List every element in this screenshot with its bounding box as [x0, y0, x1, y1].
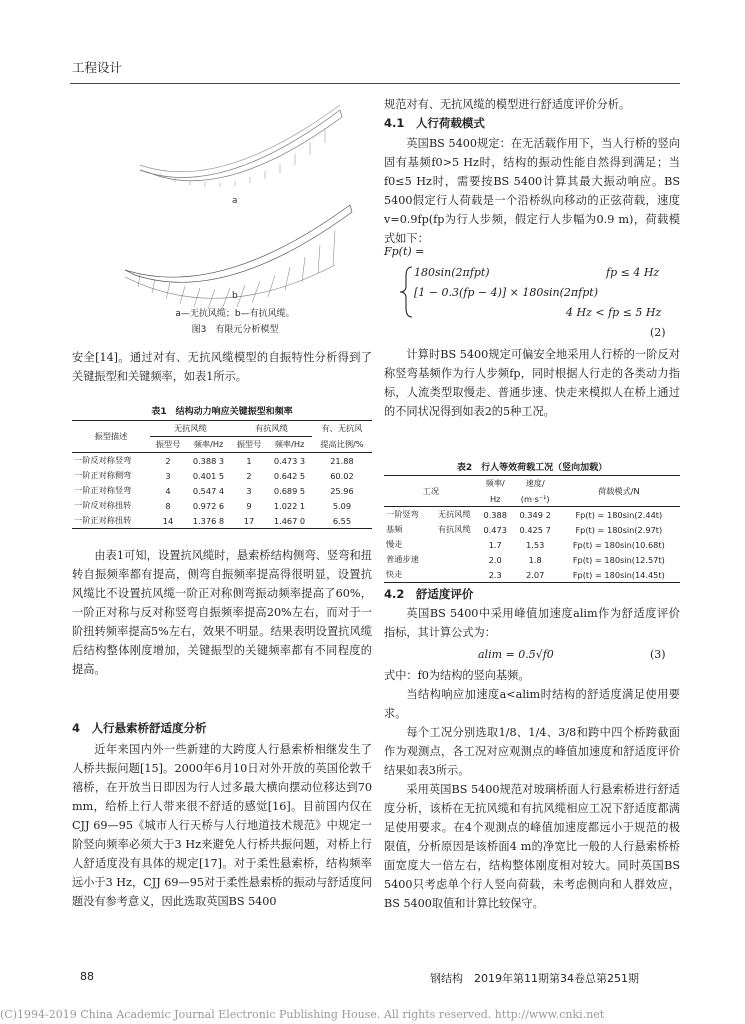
cell [431, 552, 478, 567]
table1-h-yes: 有抗风缆 [231, 421, 312, 437]
cell: 0.388 [483, 509, 507, 520]
model-b [125, 205, 352, 309]
cell: 无抗风缆 [437, 509, 471, 519]
cell: 1.7 [488, 539, 502, 550]
left-p3-text: 近年来国内外一些新建的大跨度人行悬索桥相继发生了人桥共振问题[15]。2000年6月10日对外开放的英国伦敦千禧桥，在开放当日即因为行人过多最大横向摆动位移达到70 mm，给桥上行人带来很不舒适的感觉[16]。目前国内仅在CJJ 69—95《城市人行天桥与人行地道技术规范》中规定一阶竖向频率必须大于3 Hz来避免人行桥共振问题，对桥上行人舒适度没有具体的规定[17]。对于柔性悬索桥，结构频率远小于3 Hz，CJJ 69—95对于柔性悬索桥的振动与舒适度问题没有参考意义，因此选取英国BS 5400 [72, 743, 372, 908]
table2-title: 表2 行人等效荷载工况（竖向加载） [456, 463, 608, 473]
cell: 5.09 [332, 500, 352, 511]
table1-h-mode: 振型号 [155, 439, 181, 449]
table1-title: 表1 结构动力响应关键振型和频率 [151, 407, 293, 417]
cell: 2.0 [488, 554, 502, 565]
cell: 一阶正对称竖弯 [74, 485, 132, 495]
cell: 一阶反对称扭转 [74, 500, 132, 510]
page-number: 88 [80, 970, 94, 983]
table-row [72, 483, 372, 498]
figure-label-a: a [232, 196, 238, 206]
cell: 1.8 [528, 554, 542, 565]
cell: 基频 [386, 524, 403, 534]
table2-h-speed2: (m·s⁻¹) [520, 493, 550, 504]
left-para-2 [72, 546, 372, 679]
cell: 21.88 [330, 455, 354, 466]
table-row [72, 453, 372, 469]
cell: 0.473 [483, 524, 507, 535]
eq2-number: (2) [650, 326, 666, 339]
left-para-1 [72, 348, 372, 386]
cell: 2 [246, 470, 252, 481]
cell: 2.07 [526, 569, 545, 580]
cell: 3 [165, 470, 171, 481]
cell: 1.022 1 [273, 500, 306, 511]
model-a [140, 105, 342, 187]
table-row [384, 552, 680, 567]
cell: 普通步速 [386, 554, 419, 564]
right-p4-text: 式中：f0为结构的竖向基频。 [384, 669, 530, 682]
table1-h-ratio: 提高比例/% [320, 438, 364, 449]
table1-h-desc: 振型描述 [72, 421, 150, 453]
cell: 一阶竖弯 [386, 509, 419, 519]
cell: 14 [162, 515, 174, 526]
table1-h-improve: 有、无抗风 [321, 423, 363, 434]
section-4-1-heading: 4.1 人行荷载模式 [384, 116, 485, 130]
figure-label-b: b [232, 291, 238, 301]
left-p2-text: 由表1可知，设置抗风缆时，悬索桥结构侧弯、竖弯和扭转自振频率都有提高，侧弯自振频率提高得很明显，设置抗风缆比不设置抗风缆一阶正对称侧弯振动频率提高了60%，一阶正对称与反对称竖弯自振频率提高20%左右，而对于一阶扭转频率提高5%左右，效果不明显。结果表明设置抗风缆后结构整体刚度增加，关键振型的关键频率都有不同程度的提高。 [72, 549, 372, 676]
eq2-row1: 180sin(2πfpt) [414, 266, 490, 279]
right-block-1 [384, 95, 680, 114]
right-p7-text: 采用英国BS 5400规范对玻璃桥面人行悬索桥进行舒适度分析，该桥在无抗风缆和有抗风缆相应工况下舒适度都满足使用要求。在4个观测点的峰值加速度都远小于规范的极限值，分析原因是该桥面4 m的净宽比一般的人行悬索桥桥面宽度大一倍左右，结构整体刚度相对较大。同时英国BS 5400只考虑单个行人竖向荷载，未考虑侧向和人群效应，BS 5400取值和计算比较保守。 [384, 783, 680, 910]
cell: 慢走 [386, 539, 403, 549]
copyright-line: (C)1994-2019 China Academic Journal Electronic Publishing House. All rights reserved. http://www.cnki.net [0, 1008, 605, 1021]
eq2-lhs: Fp(t) = [384, 245, 425, 258]
table-row [384, 567, 680, 583]
eq3: alim = 0.5√f0 [478, 648, 554, 661]
cell: 60.02 [330, 470, 354, 481]
table1-h-freq2: 频率/Hz [274, 439, 305, 449]
eq2-row2: [1 − 0.3(fp − 4)] × 180sin(2πfpt) [414, 286, 598, 299]
right-p6-text: 每个工况分别选取1/8、1/4、3/8和跨中四个桥跨截面作为观测点，各工况对应观测点的峰值加速度和舒适度评价结果如表3所示。 [384, 726, 680, 777]
cell: 0.689 5 [273, 485, 306, 496]
eq3-number: (3) [650, 648, 666, 661]
right-para-2 [384, 345, 680, 421]
eq2-cond1: fp ≤ 4 Hz [606, 266, 660, 279]
cell: 0.401 5 [192, 470, 225, 481]
figure-fem-model [110, 95, 360, 325]
section-4-2-heading: 4.2 舒适度评价 [384, 587, 474, 601]
table2-h-freq2: Hz [489, 493, 501, 504]
left-para-3 [72, 740, 372, 911]
table-row [384, 507, 680, 523]
table-row [384, 522, 680, 537]
table-row [72, 468, 372, 483]
cell: 17 [243, 515, 255, 526]
cell: 0.547 4 [192, 485, 225, 496]
cell: 1.467 0 [273, 515, 306, 526]
cell: Fp(t) = 180sin(10.68t) [572, 539, 665, 550]
cell: 9 [246, 500, 252, 511]
right-p3-text: 英国BS 5400中采用峰值加速度alim作为舒适度评价指标，其计算公式为： [384, 607, 680, 639]
table2 [384, 475, 680, 583]
running-header: 工程设计 [72, 60, 123, 75]
cell: 0.388 3 [192, 455, 225, 466]
table-row [384, 537, 680, 552]
table1-h-freq: 频率/Hz [193, 439, 224, 449]
table2-h-freq: 频率/ [485, 478, 505, 488]
cell: 0.349 2 [519, 509, 551, 520]
right-para-3 [384, 604, 680, 642]
table1 [72, 420, 372, 529]
cell: 有抗风缆 [437, 524, 471, 534]
figure-legend: a—无抗风缆；b—有抗风缆。 [175, 309, 295, 319]
cell: 6.55 [332, 515, 352, 526]
right-p5-text: 当结构响应加速度a<alim时结构的舒适度满足使用要求。 [384, 688, 680, 720]
section-4-heading: 4 人行悬索桥舒适度分析 [72, 721, 207, 735]
eq2-cond2: 4 Hz < fp ≤ 5 Hz [566, 306, 662, 319]
table2-h-load: 荷载模式/N [558, 476, 680, 507]
table1-h-mode2: 振型号 [236, 439, 262, 449]
left-p1-text: 安全[14]。通过对有、无抗风缆模型的自振特性分析得到了关键振型和关键频率，如表1所示。 [72, 351, 372, 383]
cell: 0.642 5 [273, 470, 306, 481]
right-p0-text: 规范对有、无抗风缆的模型进行舒适度评价分析。 [384, 98, 631, 111]
cell: 快走 [386, 569, 403, 579]
right-p1-text: 英国BS 5400规定：在无活载作用下，当人行桥的竖向固有基频f0>5 Hz时，结构的振动性能自然得到满足；当f0≤5 Hz时，需要按BS 5400计算其最大振动响应。BS 5400假定行人荷载是一个沿桥纵向移动的正弦荷载，速度v=0.9fp(fp为行人步频，假定行人步幅为0.9 m)，荷载模式如下： [384, 137, 680, 245]
table2-h-speed: 速度/ [525, 478, 545, 488]
cell [431, 537, 478, 552]
cell: 4 [165, 485, 171, 496]
cell: Fp(t) = 180sin(12.57t) [572, 554, 665, 565]
cell: 1.53 [526, 539, 545, 550]
cell: 一阶正对称扭转 [74, 515, 132, 525]
header-rule [70, 83, 680, 84]
figure-caption: 图3 有限元分析模型 [191, 325, 279, 335]
right-para-4 [384, 666, 680, 913]
cell: Fp(t) = 180sin(2.97t) [575, 524, 663, 535]
table1-h-no: 无抗风缆 [150, 421, 231, 437]
cell: Fp(t) = 180sin(14.45t) [572, 569, 665, 580]
table-row [72, 498, 372, 513]
cell: 一阶反对称竖弯 [74, 455, 132, 465]
cell: 一阶正对称侧弯 [74, 470, 132, 480]
right-p2-text: 计算时BS 5400规定可偏安全地采用人行桥的一阶反对称竖弯基频作为行人步频fp，同时根据人行走的各类动力指标，人流类型取慢走、普通步速、快走来模拟人在桥上通过的不同状况得到如表2的5种工况。 [384, 348, 680, 418]
cell: 0.972 6 [192, 500, 225, 511]
cell: Fp(t) = 180sin(2.44t) [575, 509, 663, 520]
cell: 8 [165, 500, 171, 511]
cell: 0.473 3 [273, 455, 306, 466]
cell: 2.3 [488, 569, 502, 580]
table-row [72, 513, 372, 529]
cell: 3 [246, 485, 252, 496]
right-para-1 [384, 134, 680, 248]
table2-h-case: 工况 [384, 476, 478, 507]
cell: 1 [246, 455, 252, 466]
cell: 2 [165, 455, 171, 466]
cell: 0.425 7 [519, 524, 551, 535]
journal-info: 钢结构 2019年第11期第34卷总第251期 [430, 972, 639, 985]
cell: 25.96 [330, 485, 354, 496]
cell [431, 567, 478, 583]
cell: 1.376 8 [192, 515, 225, 526]
